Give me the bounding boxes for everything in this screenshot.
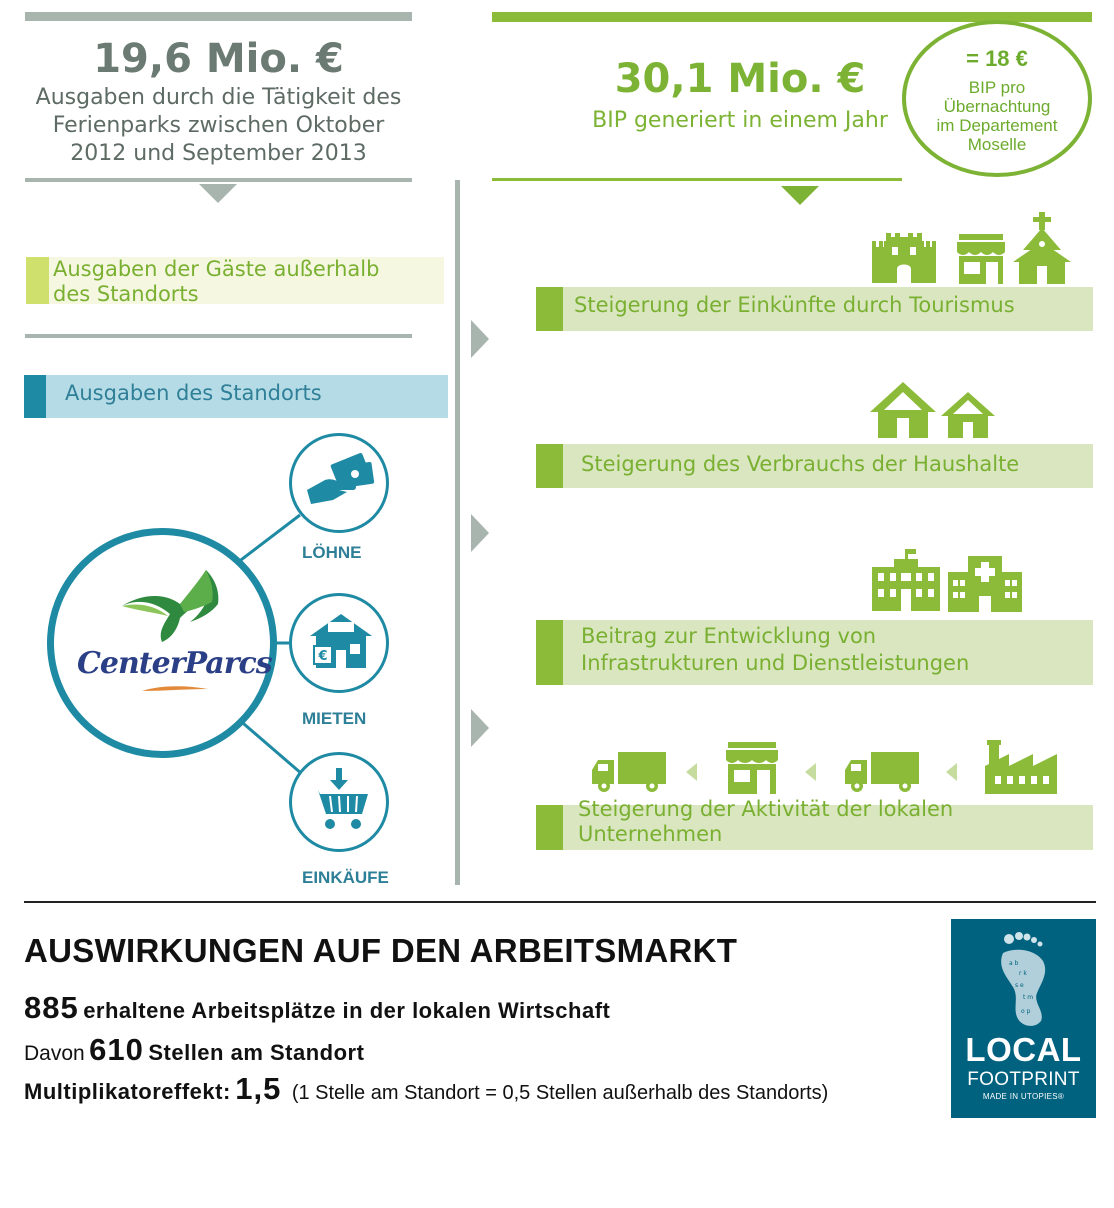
public-building-icon xyxy=(872,549,940,611)
truck-icon xyxy=(845,752,919,792)
svg-text:s e: s e xyxy=(1015,982,1024,989)
impact-box-local-business: Steigerung der Aktivität der lokalen Unternehmen xyxy=(536,805,1093,850)
impact-accent xyxy=(536,805,563,850)
centerparcs-swoosh xyxy=(140,683,210,695)
centerparcs-wordmark: CenterParcs xyxy=(77,646,272,681)
impact-box-households: Steigerung des Verbrauchs der Haushalte xyxy=(536,444,1093,488)
site-spending-box: Ausgaben des Standorts xyxy=(24,375,448,418)
impact-accent xyxy=(536,620,563,685)
truck-icon xyxy=(592,752,666,792)
svg-text:o p: o p xyxy=(1021,1008,1031,1015)
impact-box-tourism: Steigerung der Einkünfte durch Tourismus xyxy=(536,287,1093,331)
svg-text:a b: a b xyxy=(1009,960,1019,967)
impact-accent xyxy=(536,444,563,488)
jobs-line-multiplier: Multiplikatoreffekt: 1,5 (1 Stelle am Standort = 0,5 Stellen außerhalb des Standorts) xyxy=(24,1071,829,1106)
impact-accent xyxy=(536,287,563,331)
guest-spending-box: Ausgaben der Gäste außerhalb des Standorts xyxy=(26,257,444,304)
shop-icon xyxy=(955,234,1007,284)
gdp-amount: 30,1 Mio. € xyxy=(614,56,866,102)
money-hand-icon xyxy=(303,450,375,516)
svg-text:€: € xyxy=(318,649,328,664)
purchases-label: EINKÄUFE xyxy=(302,868,389,887)
footprint-icon xyxy=(995,931,1055,1027)
gdp-per-night-bubble: = 18 € BIP pro Übernachtung im Departement Moselle xyxy=(902,20,1092,177)
wages-label: LÖHNE xyxy=(302,543,362,562)
shop-icon xyxy=(724,742,780,794)
svg-text:r k: r k xyxy=(1019,970,1027,977)
jobs-onsite-number: 610 xyxy=(89,1032,144,1067)
gdp-description: BIP generiert in einem Jahr xyxy=(592,108,888,133)
jobs-line-onsite: Davon 610 Stellen am Standort xyxy=(24,1032,365,1067)
jobs-line-total: 885 erhaltene Arbeitsplätze in der lokalen Wirtschaft xyxy=(24,990,611,1025)
rents-label: MIETEN xyxy=(302,709,367,728)
bird-icon xyxy=(118,568,228,650)
section-divider xyxy=(24,901,1096,903)
svg-text:t m: t m xyxy=(1023,994,1034,1001)
chain-arrow-1 xyxy=(686,763,697,781)
house-icon xyxy=(870,382,936,438)
jobs-total-number: 885 xyxy=(24,990,79,1025)
spending-amount: 19,6 Mio. € xyxy=(93,36,344,82)
impact-box-infrastructure: Beitrag zur Entwicklung von Infrastrukturen und Dienstleistungen xyxy=(536,620,1093,685)
chain-arrow-2 xyxy=(805,763,816,781)
church-icon xyxy=(1013,212,1071,284)
jobs-title: AUSWIRKUNGEN AUF DEN ARBEITSMARKT xyxy=(24,932,738,969)
house-small-icon xyxy=(941,392,995,438)
spending-description: Ausgaben durch die Tätigkeit des Ferienparks zwischen Oktober 2012 und September 2013 xyxy=(35,85,402,166)
chain-arrow-3 xyxy=(946,763,957,781)
shopping-cart-icon xyxy=(306,768,372,834)
rental-house-icon xyxy=(306,608,376,674)
factory-icon xyxy=(985,740,1057,794)
multiplier-number: 1,5 xyxy=(235,1071,282,1106)
local-footprint-logo: a b r k s e t m o p LOCAL FOOTPRINT MADE IN UTOPIES® xyxy=(951,919,1096,1118)
castle-icon xyxy=(870,233,938,283)
hospital-icon xyxy=(948,556,1022,612)
